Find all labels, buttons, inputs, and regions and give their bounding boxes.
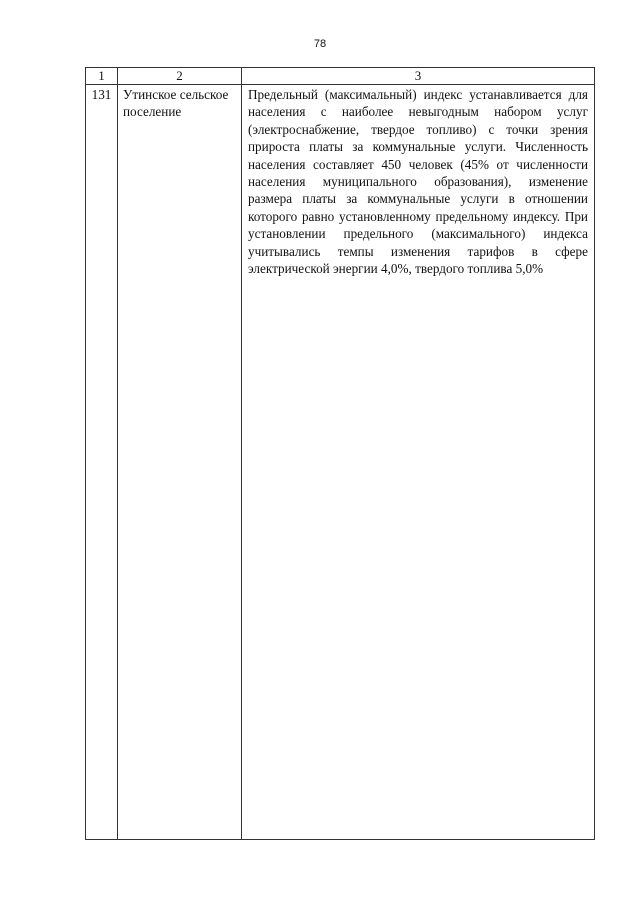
table-header-row	[86, 68, 595, 85]
column-header-3: 3	[242, 68, 595, 85]
row-number-cell: 131	[86, 85, 118, 840]
table-row	[86, 85, 595, 840]
settlement-name-cell: Утинское сельское поселение	[118, 85, 242, 840]
description-cell: Предельный (максимальный) индекс устанавливается для населения с наиболее невыгодным набором услуг (электроснабжение, твердое топливо) с точки зрения прироста платы за коммунальные услуги. Численность населения составляет 450 человек (45% от численности населения муниципального образования), изменение размера платы за коммунальные услуги в отношении которого равно установленному предельному индексу. При установлении предельного (максимального) индекса учитывались темпы изменения тарифов в сфере электрической энергии 4,0%, твердого топлива 5,0%	[242, 85, 595, 840]
column-header-1: 1	[86, 68, 118, 85]
column-header-2: 2	[118, 68, 242, 85]
page-number: 78	[313, 38, 327, 50]
data-table	[85, 67, 595, 840]
